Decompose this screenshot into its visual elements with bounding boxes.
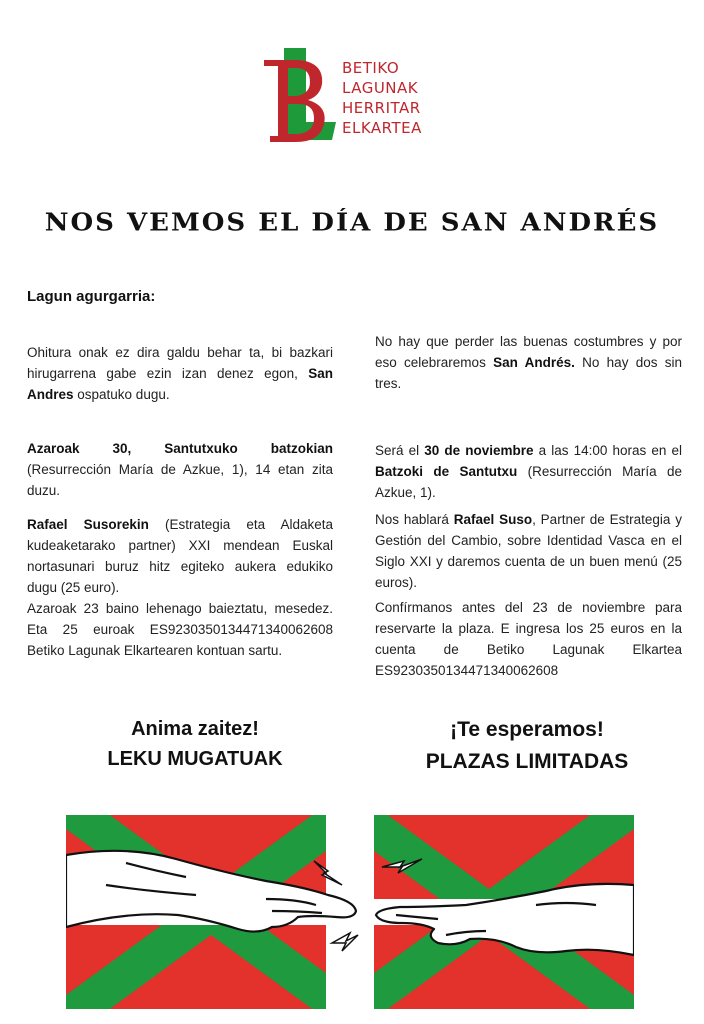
cta-line: Anima zaitez! (131, 718, 259, 740)
ikurrina-hands-illustration (66, 815, 634, 1009)
eu-paragraph-4: Azaroak 23 baino lehenago baieztatu, mesedez. Eta 25 euroak ES9230350134471340062608 Betiko Lagunak Elkartearen kontuan sartu. (27, 601, 333, 658)
es-paragraph-4: Confírmanos antes del 23 de noviembre para reservarte la plaza. E ingresa los 25 euros en la cuenta de Betiko Lagunak Elkartea ES9230350134471340062608 (375, 600, 682, 678)
cta-line: ¡Te esperamos! (450, 718, 604, 741)
eu-paragraph-1: Ohitura onak ez dira galdu behar ta, bi bazkari hirugarrena gabe ezin izan denez egon, San Andres ospatuko dugu. (27, 345, 333, 402)
logo (262, 44, 462, 148)
bl-monogram-icon (262, 44, 342, 148)
es-paragraph-1: No hay que perder las buenas costumbres y por eso celebraremos San Andrés. No hay dos sin tres. (375, 334, 682, 391)
page-title: NOS VEMOS EL DÍA DE SAN ANDRÉS (44, 208, 660, 238)
cta-line: LEKU MUGATUAK (107, 748, 283, 770)
eu-paragraph-3: Rafael Susorekin (Estrategia eta Aldaketa kudeaketarako partner) XXI mendean Euskal nortasunari buruz hitz egiteko aukera edukiko dugu (25 euro). (27, 517, 333, 595)
es-paragraph-3: Nos hablará Rafael Suso, Partner de Estrategia y Gestión del Cambio, sobre Identidad Vasca en el Siglo XXI y daremos cuenta de un buen menú (25 euros). (375, 512, 683, 590)
greeting: Lagun agurgarria: (27, 288, 156, 305)
eu-paragraph-2: Azaroak 30, Santutxuko batzokian (Resurrección María de Azkue, 1), 14 etan zita duzu. (27, 441, 333, 498)
logo-line: BETIKO (342, 59, 400, 77)
es-paragraph-2: Será el 30 de noviembre a las 14:00 horas en el Batzoki de Santutxu (Resurrección María de Azkue, 1). (375, 443, 683, 500)
logo-line: ELKARTEA (342, 119, 422, 137)
logo-line: HERRITAR (342, 99, 421, 117)
logo-wordmark (342, 58, 422, 138)
call-to-action-eu (60, 714, 330, 774)
logo-line: LAGUNAK (342, 79, 419, 97)
call-to-action-es (392, 714, 662, 778)
cta-line: PLAZAS LIMITADAS (425, 750, 629, 773)
